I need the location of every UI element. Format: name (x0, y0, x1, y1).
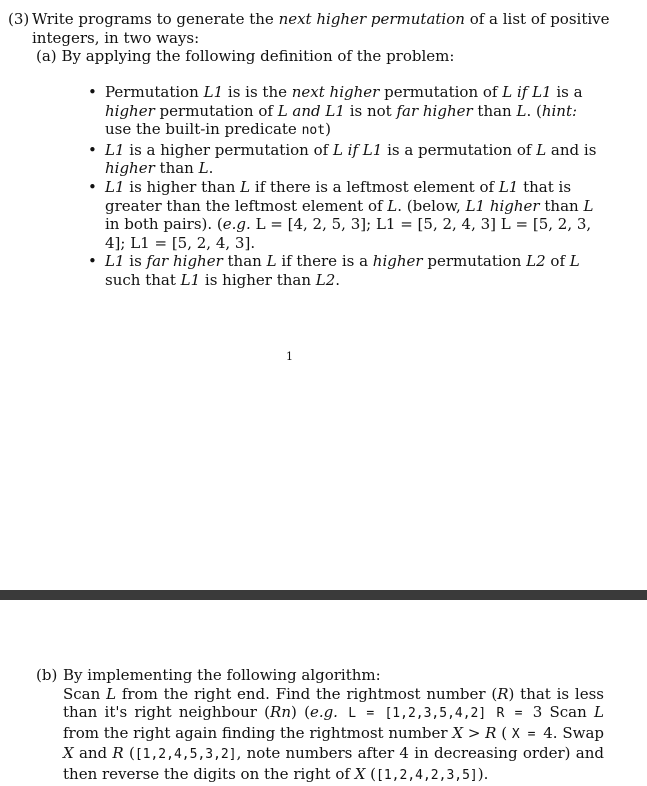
part-b-heading: By implementing the following algorithm: (63, 666, 381, 684)
bullet-icon: • (88, 83, 97, 101)
question-text: Write programs to generate the next higher permutation of a list of positive integers, in two ways: (32, 10, 610, 47)
bullet-icon: • (88, 177, 97, 196)
code-x: X = (511, 726, 544, 742)
bullet-icon: • (88, 140, 97, 159)
part-b-label: (b) (36, 666, 58, 684)
example-math: L = [4, 2, 5, 3]; L1 = [5, 2, 4, 3] L = [5, 2, 3, 4]; L1 = [5, 2, 4, 3]. (105, 215, 592, 252)
code-example-list: L = [1,2,3,5,4,2] R = (337, 706, 533, 722)
definition-next-higher: • Permutation L1 is is the next higher permutation of L if L1 is a higher permutation of L and L1 is not far higher than L. (hint: use the built-in predicate not) (88, 83, 583, 139)
code-swapped-list: [1,2,4,5,3,2] (134, 747, 237, 763)
page-divider (0, 590, 647, 600)
definition-list (88, 83, 604, 290)
code-not: not (301, 123, 326, 139)
algorithm-description: Scan L from the right end. Find the rightmost number (R) that is less than it's right neighbour (Rn) (e.g. L = [1,2,3,5,4,2] R = 3 Scan L from the right again finding the rightmost number X > R ( X = 4. Swap X and R ([1,2,4,5,3,2], note numbers after 4 in decreasing order) and then reverse the digits on the right of X ([1,2,4,2,3,5]). (63, 684, 605, 783)
part-a-label: (a) (36, 47, 57, 65)
question-number: (3) (8, 10, 30, 28)
part-a-text: By applying the following definition of the problem: (61, 47, 455, 65)
part-a-heading (36, 47, 454, 66)
page-2 (0, 600, 647, 781)
definition-higher: • L1 is higher than L if there is a leftmost element of L1 that is greater than the leftmost element of L. (below, L1 higher than L in both pairs). (e.g. L = [4, 2, 5, 3]; L1 = [5, 2, 4, 3] L = [5, 2, 3, 4]; L1 = [5, 2, 4, 3]. (88, 177, 594, 252)
definition-far-higher: • L1 is far higher than L if there is a higher permutation L2 of L such that L1 is higher than L2. (88, 252, 580, 289)
code-result-list: [1,2,4,2,3,5] (376, 767, 478, 783)
definition-higher-permutation: • L1 is a higher permutation of L if L1 is a permutation of L and is higher than L. (88, 140, 597, 178)
part-b-text (63, 666, 604, 786)
page-number: 1 (286, 350, 293, 363)
bullet-icon: • (88, 252, 97, 271)
